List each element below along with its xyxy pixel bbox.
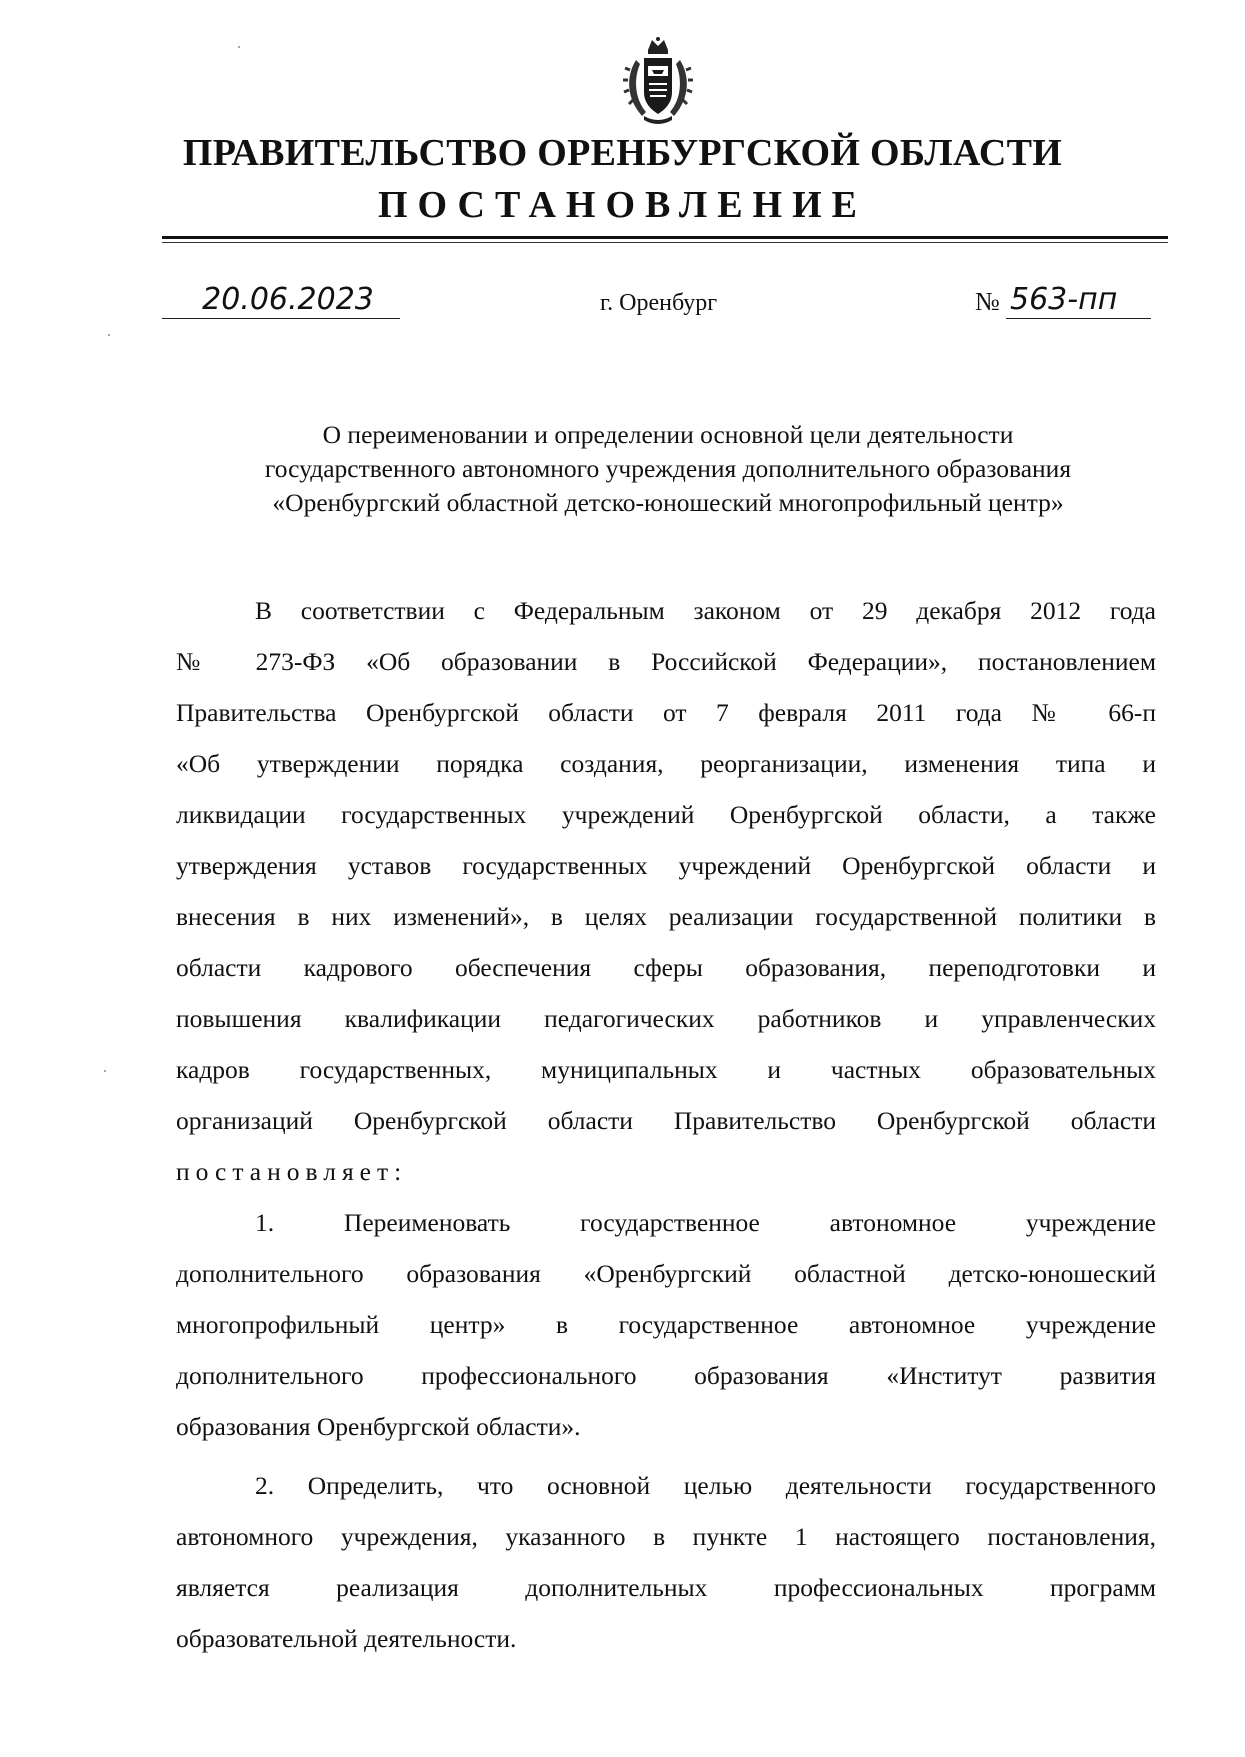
body-line: образовательной деятельности. xyxy=(176,1624,517,1653)
document-body xyxy=(176,585,1156,1664)
preamble-paragraph xyxy=(176,585,1156,1197)
number-label: № xyxy=(975,287,1000,316)
subject-line: государственного автономного учреждения дополнительного образования xyxy=(264,454,1072,483)
body-line: В соответствии с Федеральным законом от 29 декабря 2012 года xyxy=(255,596,1156,625)
item-1-paragraph xyxy=(176,1197,1156,1452)
date-underline xyxy=(162,318,400,319)
document-subject xyxy=(168,418,1168,520)
government-title: ПРАВИТЕЛЬСТВО ОРЕНБУРГСКОЙ ОБЛАСТИ xyxy=(182,132,1063,174)
document-date: 20.06.2023 xyxy=(202,282,374,317)
document-number: 563-пп xyxy=(1010,282,1118,317)
subject-line: О переименовании и определении основной цели деятельности xyxy=(322,420,1014,449)
body-line: области кадрового обеспечения сферы образования, переподготовки и xyxy=(176,953,1156,982)
scan-speck xyxy=(108,334,110,336)
paragraph-spacer xyxy=(176,1452,1156,1460)
body-line: кадров государственных, муниципальных и частных образовательных xyxy=(176,1055,1156,1084)
body-line: № 273-ФЗ «Об образовании в Российской Федерации», постановлением xyxy=(176,647,1156,676)
header-rule-thin xyxy=(162,242,1168,243)
document-type-heading: ПОСТАНОВЛЕНИЕ xyxy=(377,184,868,226)
scan-speck xyxy=(238,46,240,48)
scan-speck xyxy=(104,1070,106,1072)
body-line: 2. Определить, что основной целью деятельности государственного xyxy=(255,1471,1156,1500)
body-line: образования Оренбургской области». xyxy=(176,1412,581,1441)
body-line: «Об утверждении порядка создания, реорганизации, изменения типа и xyxy=(176,749,1156,778)
body-line: повышения квалификации педагогических работников и управленческих xyxy=(176,1004,1156,1033)
body-line: автономного учреждения, указанного в пункте 1 настоящего постановления, xyxy=(176,1522,1156,1551)
body-line: утверждения уставов государственных учреждений Оренбургской области и xyxy=(176,851,1156,880)
body-line: 1. Переименовать государственное автономное учреждение xyxy=(255,1208,1156,1237)
header-rule-thick xyxy=(162,236,1168,239)
body-line: Правительства Оренбургской области от 7 февраля 2011 года № 66-п xyxy=(176,698,1156,727)
body-line: внесения в них изменений», в целях реализации государственной политики в xyxy=(176,902,1156,931)
document-city: г. Оренбург xyxy=(600,290,718,316)
coat-of-arms-icon xyxy=(622,36,694,126)
body-line: многопрофильный центр» в государственное автономное учреждение xyxy=(176,1310,1156,1339)
body-line: организаций Оренбургской области Правительство Оренбургской области xyxy=(176,1106,1156,1135)
body-line: дополнительного образования «Оренбургский областной детско-юношеский xyxy=(176,1259,1156,1288)
body-line: является реализация дополнительных профессиональных программ xyxy=(176,1573,1156,1602)
number-underline xyxy=(1006,318,1151,319)
item-2-paragraph xyxy=(176,1460,1156,1664)
body-line: ликвидации государственных учреждений Оренбургской области, а также xyxy=(176,800,1156,829)
body-line: дополнительного профессионального образования «Институт развития xyxy=(176,1361,1156,1390)
decision-keyword: постановляет: xyxy=(176,1157,408,1186)
subject-line: «Оренбургский областной детско-юношеский многопрофильный центр» xyxy=(272,488,1064,517)
